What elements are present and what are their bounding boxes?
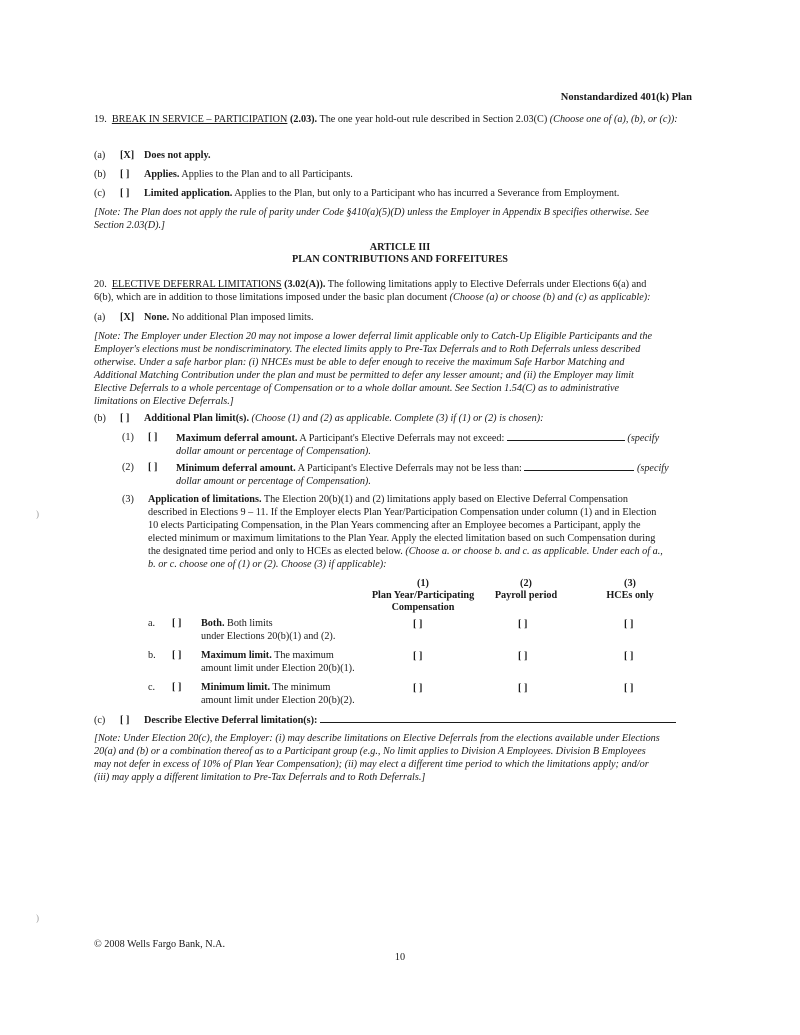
document-header-title: Nonstandardized 401(k) Plan <box>560 92 692 103</box>
option-b1[interactable] <box>122 431 706 459</box>
column-header-hces <box>590 578 670 602</box>
note-line: [Note: Under Election 20(c), the Employer: (i) may describe limitations on Elective Deferrals from the elections available under Elections <box>94 733 660 744</box>
checkbox-checked[interactable]: [X] <box>120 150 135 161</box>
option-text: A Participant's Elective Deferrals may not exceed: <box>297 433 507 444</box>
option-label: (c) <box>94 715 106 726</box>
section-19-title: BREAK IN SERVICE – PARTICIPATION <box>111 114 288 125</box>
option-label: (a) <box>94 312 106 323</box>
row-label: b. <box>148 650 156 661</box>
checkbox[interactable]: [ ] <box>148 432 158 443</box>
option-label: (2) <box>122 462 134 473</box>
row-checkbox[interactable]: [ ] <box>172 650 182 661</box>
option-instruction: (Choose (1) and (2) as applicable. Complete (3) if (1) or (2) is chosen): <box>249 413 544 424</box>
note-line: [Note: The Employer under Election 20 may not impose a lower deferral limit applicable only to Catch-Up Eligible Participants and the <box>94 331 652 342</box>
option-text: No additional Plan imposed limits. <box>169 312 314 323</box>
option-title: Minimum deferral amount. <box>176 463 296 474</box>
option-text: described in Elections 9 – 11. If the Employer elects Plan Year/Participation Compensation under column (1) and in Election <box>148 507 657 518</box>
note-line: Additional Matching Contribution under the plan and must be permitted to defer any lesser amount; and (ii) the Employer may limit <box>94 370 634 381</box>
row-label: c. <box>148 682 156 693</box>
option-spec: (specify <box>627 433 660 444</box>
column-title: HCEs only <box>606 590 654 601</box>
col2-checkbox[interactable]: [ ] <box>518 683 528 694</box>
note-line: limitations on Elective Deferrals.] <box>94 396 234 407</box>
section-20-text: 6(b), which are in addition to those limitations imposed under the basic plan document <box>94 292 450 303</box>
page-number: 10 <box>394 952 406 963</box>
option-title: Maximum deferral amount. <box>176 433 298 444</box>
option-title: Application of limitations. <box>148 494 262 505</box>
option-text: Applies to the Plan, but only to a Participant who has incurred a Severance from Employment. <box>232 188 620 199</box>
section-19-number: 19. <box>94 114 107 125</box>
row-desc: amount limit under Election 20(b)(1). <box>201 663 355 674</box>
option-title: Additional Plan limit(s). <box>144 413 249 424</box>
section-19-note <box>94 206 706 232</box>
option-spec-line: dollar amount or percentage of Compensation). <box>176 446 371 457</box>
note-line: otherwise. Under a safe harbor plan: (i) NHCEs must be able to defer enough to receive the maximum Safe Harbor Matching and <box>94 357 625 368</box>
col1-checkbox[interactable]: [ ] <box>413 619 423 630</box>
column-header-payroll <box>484 578 568 602</box>
section-20-number: 20. <box>94 279 107 290</box>
col1-checkbox[interactable]: [ ] <box>413 683 423 694</box>
option-title: Describe Elective Deferral limitation(s): <box>144 715 318 726</box>
option-instruction: b. or c. choose one of (1) or (2). Choose (3) if applicable): <box>148 559 387 570</box>
max-deferral-input[interactable] <box>507 431 625 441</box>
note-line: [Note: The Plan does not apply the rule of parity under Code §410(a)(5)(D) unless the Employer in Appendix B specifies otherwise. See <box>94 207 649 218</box>
option-label: (3) <box>122 494 134 505</box>
option-label: (1) <box>122 432 134 443</box>
col2-checkbox[interactable]: [ ] <box>518 619 528 630</box>
option-b2[interactable] <box>122 461 706 489</box>
row-desc: under Elections 20(b)(1) and (2). <box>201 631 336 642</box>
section-20-ref: (3.02(A)). <box>284 279 326 290</box>
column-title: Plan Year/Participating <box>371 590 475 601</box>
row-checkbox[interactable]: [ ] <box>172 682 182 693</box>
column-title: Compensation <box>391 602 455 613</box>
checkbox[interactable]: [ ] <box>120 413 130 424</box>
option-text: Applies to the Plan and to all Participants. <box>179 169 353 180</box>
min-deferral-input[interactable] <box>524 461 634 471</box>
option-spec-line: dollar amount or percentage of Compensation). <box>176 476 371 487</box>
checkbox[interactable]: [ ] <box>120 715 130 726</box>
section-20-title: ELECTIVE DEFERRAL LIMITATIONS <box>111 279 282 290</box>
describe-limitation-input[interactable] <box>320 713 676 723</box>
note-line: Elective Deferrals to a whole percentage of Compensation or to a whole dollar amount. See Section 1.54(C) as to administrative <box>94 383 620 394</box>
note-line: may not defer in excess of 10% of Plan Year Compensation); (ii) may elect a different time period to which the limitations apply; and/or <box>94 759 649 770</box>
section-19-option-b[interactable] <box>94 168 706 181</box>
option-label: (b) <box>94 413 106 424</box>
note-line: (iii) may apply a different limitation to Pre-Tax Deferrals and to Roth Deferrals.] <box>94 772 426 783</box>
row-desc: amount limit under Election 20(b)(2). <box>201 695 355 706</box>
col3-checkbox[interactable]: [ ] <box>624 619 634 630</box>
section-19-choose: (Choose one of (a), (b), or (c)): <box>549 114 678 125</box>
option-label: (a) <box>94 150 106 161</box>
option-text: elected minimum or maximum limitations to the Plan Year. Apply the elected limitation based on such Compensation during <box>148 533 656 544</box>
option-title: Does not apply. <box>144 150 211 161</box>
section-20-option-a[interactable] <box>94 311 706 324</box>
row-text <box>201 681 355 707</box>
note-line: Section 2.03(D).] <box>94 220 166 231</box>
option-title: Limited application. <box>144 188 233 199</box>
article-subtitle: PLAN CONTRIBUTIONS AND FORFEITURES <box>292 254 508 265</box>
col2-checkbox[interactable]: [ ] <box>518 651 528 662</box>
row-label: a. <box>148 618 156 629</box>
checkbox[interactable]: [ ] <box>120 169 130 180</box>
option-title: Applies. <box>144 169 180 180</box>
column-header-plan-year <box>358 578 488 614</box>
checkbox[interactable]: [ ] <box>120 188 130 199</box>
section-20-text: The following limitations apply to Elective Deferrals under Elections 6(a) and <box>325 279 647 290</box>
section-19-option-c[interactable] <box>94 187 706 200</box>
row-title: Both. <box>201 618 225 629</box>
section-20-option-b[interactable] <box>94 412 706 425</box>
column-number: (2) <box>520 578 532 589</box>
option-title: None. <box>144 312 170 323</box>
column-number: (1) <box>417 578 429 589</box>
row-checkbox[interactable]: [ ] <box>172 618 182 629</box>
footer-copyright: © 2008 Wells Fargo Bank, N.A. <box>94 939 226 950</box>
row-text <box>201 649 355 675</box>
scan-mark: ) <box>36 509 39 519</box>
scan-mark: ) <box>36 913 39 923</box>
column-number: (3) <box>624 578 636 589</box>
section-19-ref: (2.03). <box>289 114 318 125</box>
row-desc: The maximum <box>271 650 334 661</box>
article-title: ARTICLE III <box>369 242 431 253</box>
row-desc: Both limits <box>224 618 273 629</box>
option-b3 <box>122 493 706 573</box>
option-label: (b) <box>94 169 106 180</box>
section-20-option-c[interactable] <box>94 713 706 727</box>
option-text: the designated time period and only to HCEs as elected below. <box>148 546 406 557</box>
option-text: The Election 20(b)(1) and (2) limitations apply based on Elective Deferral Compensation <box>261 494 628 505</box>
checkbox[interactable]: [ ] <box>148 462 158 473</box>
section-20-heading <box>94 278 706 304</box>
note-line: 20(a) and (b) or a combination thereof as to a Participant group (e.g., No limit applies to Division A Employees. Division B Employees <box>94 746 646 757</box>
option-label: (c) <box>94 188 106 199</box>
column-title: Payroll period <box>494 590 558 601</box>
col1-checkbox[interactable]: [ ] <box>413 651 423 662</box>
checkbox-checked[interactable]: [X] <box>120 312 135 323</box>
col3-checkbox[interactable]: [ ] <box>624 683 634 694</box>
option-text: 10 elects Participating Compensation, in the Plan Years commencing after an Employee becomes a Participant, apply the <box>148 520 641 531</box>
row-title: Minimum limit. <box>201 682 271 693</box>
section-20-note-2 <box>94 732 706 784</box>
option-text: A Participant's Elective Deferrals may not be less than: <box>295 463 525 474</box>
row-desc: The minimum <box>270 682 331 693</box>
section-19-text: The one year hold-out rule described in Section 2.03(C) <box>317 114 550 125</box>
note-line: Employer's elections must be nondiscriminatory. The elected limits apply to Pre-Tax Deferrals and to Roth Deferrals unless described <box>94 344 641 355</box>
section-19-option-a[interactable] <box>94 149 706 162</box>
option-instruction: (Choose a. or choose b. and c. as applicable. Under each of a., <box>405 546 663 557</box>
section-20-choose: (Choose (a) or choose (b) and (c) as applicable): <box>449 292 651 303</box>
section-19-heading <box>94 113 706 126</box>
row-text <box>201 617 335 643</box>
row-title: Maximum limit. <box>201 650 272 661</box>
section-20-note <box>94 330 706 408</box>
option-spec: (specify <box>636 463 669 474</box>
col3-checkbox[interactable]: [ ] <box>624 651 634 662</box>
